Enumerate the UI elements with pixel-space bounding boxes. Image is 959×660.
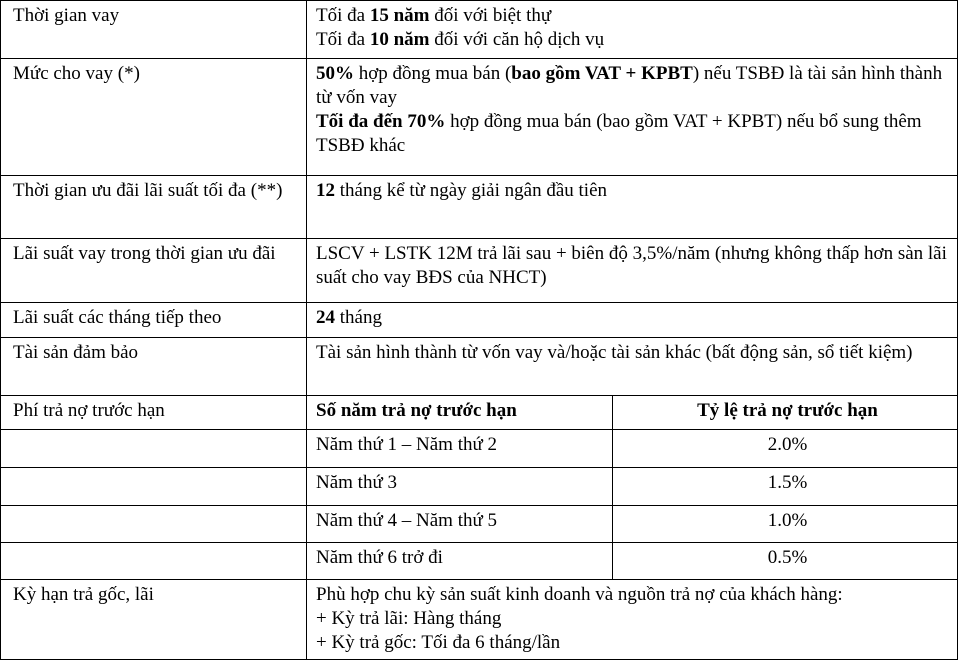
row-value — [307, 59, 958, 176]
row-label: Lãi suất vay trong thời gian ưu đãi — [1, 239, 307, 303]
value-paragraph: 50% hợp đồng mua bán (bao gồm VAT + KPBT) nếu TSBĐ là tài sản hình thành từ vốn vay — [316, 63, 943, 108]
table-row — [1, 430, 958, 468]
row-value: 24 tháng — [307, 303, 958, 338]
table-row — [1, 303, 958, 338]
row-label: Kỳ hạn trả gốc, lãi — [1, 580, 307, 660]
table-row — [1, 239, 958, 303]
table-row — [1, 176, 958, 239]
table-row — [1, 59, 958, 176]
prepayment-header-rate: Tỷ lệ trả nợ trước hạn — [613, 396, 958, 430]
empty-cell — [1, 543, 307, 580]
row-label: Thời gian vay — [1, 1, 307, 59]
prepayment-years: Năm thứ 3 — [307, 468, 613, 506]
prepayment-rate: 0.5% — [613, 543, 958, 580]
value-line: Tối đa 10 năm đối với căn hộ dịch vụ — [316, 29, 605, 50]
value-line: Tối đa 15 năm đối với biệt thự — [316, 5, 552, 26]
empty-cell — [1, 506, 307, 543]
prepayment-years: Năm thứ 1 – Năm thứ 2 — [307, 430, 613, 468]
value-paragraph: Tối đa đến 70% hợp đồng mua bán (bao gồm VAT + KPBT) nếu bổ sung thêm TSBĐ khác — [316, 111, 922, 156]
row-label: Phí trả nợ trước hạn — [1, 396, 307, 430]
row-value: Tài sản hình thành từ vốn vay và/hoặc tài sản khác (bất động sản, sổ tiết kiệm) — [307, 338, 958, 396]
empty-cell — [1, 468, 307, 506]
prepayment-header-years: Số năm trả nợ trước hạn — [307, 396, 613, 430]
row-label: Tài sản đảm bảo — [1, 338, 307, 396]
prepayment-rate: 1.5% — [613, 468, 958, 506]
value-line: + Kỳ trả gốc: Tối đa 6 tháng/lần — [316, 632, 561, 653]
table-row — [1, 1, 958, 59]
table-row — [1, 506, 958, 543]
table-row — [1, 396, 958, 430]
empty-cell — [1, 430, 307, 468]
value-line: + Kỳ trả lãi: Hàng tháng — [316, 608, 502, 629]
row-label: Lãi suất các tháng tiếp theo — [1, 303, 307, 338]
row-value — [307, 1, 958, 59]
prepayment-years: Năm thứ 6 trở đi — [307, 543, 613, 580]
table-row — [1, 468, 958, 506]
prepayment-rate: 2.0% — [613, 430, 958, 468]
table-row — [1, 543, 958, 580]
prepayment-rate: 1.0% — [613, 506, 958, 543]
value-line: Phù hợp chu kỳ sản suất kinh doanh và nguồn trả nợ của khách hàng: — [316, 584, 843, 605]
row-value — [307, 580, 958, 660]
row-value: LSCV + LSTK 12M trả lãi sau + biên độ 3,5%/năm (nhưng không thấp hơn sàn lãi suất cho vay BĐS của NHCT) — [307, 239, 958, 303]
prepayment-years: Năm thứ 4 – Năm thứ 5 — [307, 506, 613, 543]
table-row — [1, 580, 958, 660]
row-label: Thời gian ưu đãi lãi suất tối đa (**) — [1, 176, 307, 239]
row-label: Mức cho vay (*) — [1, 59, 307, 176]
row-value: 12 tháng kể từ ngày giải ngân đầu tiên — [307, 176, 958, 239]
table-row — [1, 338, 958, 396]
